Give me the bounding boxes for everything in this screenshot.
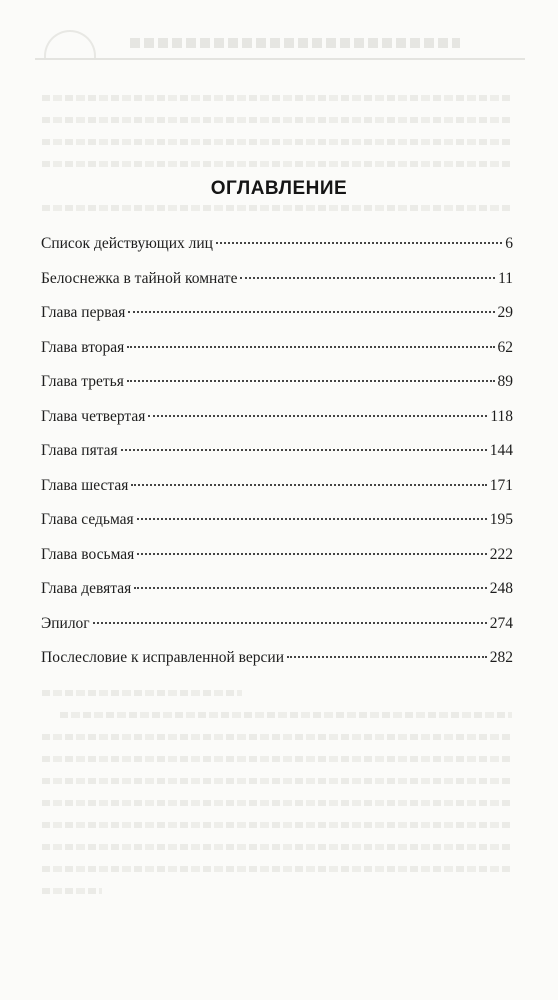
toc-entry[interactable] bbox=[41, 543, 513, 567]
dot-leader bbox=[128, 311, 494, 313]
toc-entry-label: Глава вторая bbox=[41, 338, 125, 356]
dot-leader bbox=[121, 449, 487, 451]
toc-entry-page: 144 bbox=[489, 442, 513, 459]
toc-entry-page: 274 bbox=[489, 614, 513, 632]
bleed-line bbox=[42, 95, 512, 101]
bleed-line bbox=[42, 888, 102, 894]
bleed-header-rule bbox=[35, 58, 525, 60]
dot-leader bbox=[216, 242, 502, 244]
toc-entry[interactable] bbox=[41, 267, 513, 291]
bleed-line bbox=[42, 117, 512, 123]
toc-entry[interactable] bbox=[41, 405, 513, 429]
bleed-line bbox=[42, 778, 512, 784]
bleed-header-logo bbox=[44, 30, 96, 58]
toc-entry[interactable] bbox=[41, 474, 513, 498]
toc-entry-label: Послесловие к исправленной версии bbox=[41, 649, 285, 666]
toc-entry[interactable] bbox=[41, 336, 513, 360]
toc-entry[interactable] bbox=[41, 439, 513, 463]
toc-entry-label: Глава шестая bbox=[41, 476, 129, 494]
toc-entry-page: 6 bbox=[505, 235, 513, 252]
bleed-header-text bbox=[130, 38, 460, 48]
bleed-line bbox=[42, 161, 512, 167]
dot-leader bbox=[131, 484, 486, 486]
toc-entry-page: 171 bbox=[489, 476, 513, 494]
bleed-line bbox=[42, 844, 512, 850]
toc-entry[interactable] bbox=[41, 370, 513, 394]
toc-entry-label: Глава первая bbox=[41, 304, 126, 321]
toc-entry-page: 29 bbox=[497, 304, 513, 321]
toc-entry-label: Глава третья bbox=[41, 373, 124, 390]
bleed-line bbox=[42, 756, 512, 762]
bleed-line bbox=[42, 690, 242, 696]
toc-entry[interactable] bbox=[41, 508, 513, 532]
toc-entry-page: 248 bbox=[489, 580, 513, 597]
dot-leader bbox=[127, 346, 494, 348]
toc-entry-page: 118 bbox=[490, 407, 513, 425]
toc-entry-label: Глава девятая bbox=[41, 580, 132, 597]
toc-entry-page: 11 bbox=[498, 269, 513, 287]
toc-entry-label: Список действующих лиц bbox=[41, 235, 213, 252]
toc-entry[interactable] bbox=[41, 646, 513, 670]
bleed-line bbox=[42, 205, 512, 211]
toc-entry-label: Глава седьмая bbox=[41, 511, 134, 528]
dot-leader bbox=[93, 622, 487, 624]
toc-entry-page: 222 bbox=[489, 545, 513, 563]
toc-entry-label: Глава четвертая bbox=[41, 407, 146, 425]
toc-entry[interactable] bbox=[41, 232, 513, 256]
dot-leader bbox=[148, 415, 487, 417]
toc-entry[interactable] bbox=[41, 612, 513, 636]
bleed-line bbox=[42, 800, 512, 806]
toc-entry-page: 89 bbox=[497, 373, 513, 390]
bleed-line bbox=[42, 822, 512, 828]
dot-leader bbox=[287, 656, 487, 658]
toc-entry-label: Эпилог bbox=[41, 614, 90, 632]
toc-entry[interactable] bbox=[41, 577, 513, 601]
toc-entry-page: 282 bbox=[489, 649, 513, 666]
dot-leader bbox=[240, 277, 495, 279]
dot-leader bbox=[137, 518, 487, 520]
bleed-line bbox=[42, 866, 512, 872]
dot-leader bbox=[127, 380, 495, 382]
toc-entry[interactable] bbox=[41, 301, 513, 325]
toc-entry-page: 62 bbox=[497, 338, 513, 356]
toc-entry-label: Белоснежка в тайной комнате bbox=[41, 269, 238, 287]
dot-leader bbox=[134, 587, 486, 589]
bleed-line bbox=[42, 139, 512, 145]
toc-title: ОГЛАВЛЕНИЕ bbox=[210, 178, 348, 199]
bleed-line bbox=[60, 712, 512, 718]
bleed-line bbox=[42, 734, 512, 740]
dot-leader bbox=[137, 553, 486, 555]
toc-entry-label: Глава пятая bbox=[41, 442, 118, 459]
toc-entry-page: 195 bbox=[489, 511, 513, 528]
toc-entry-label: Глава восьмая bbox=[41, 545, 135, 563]
